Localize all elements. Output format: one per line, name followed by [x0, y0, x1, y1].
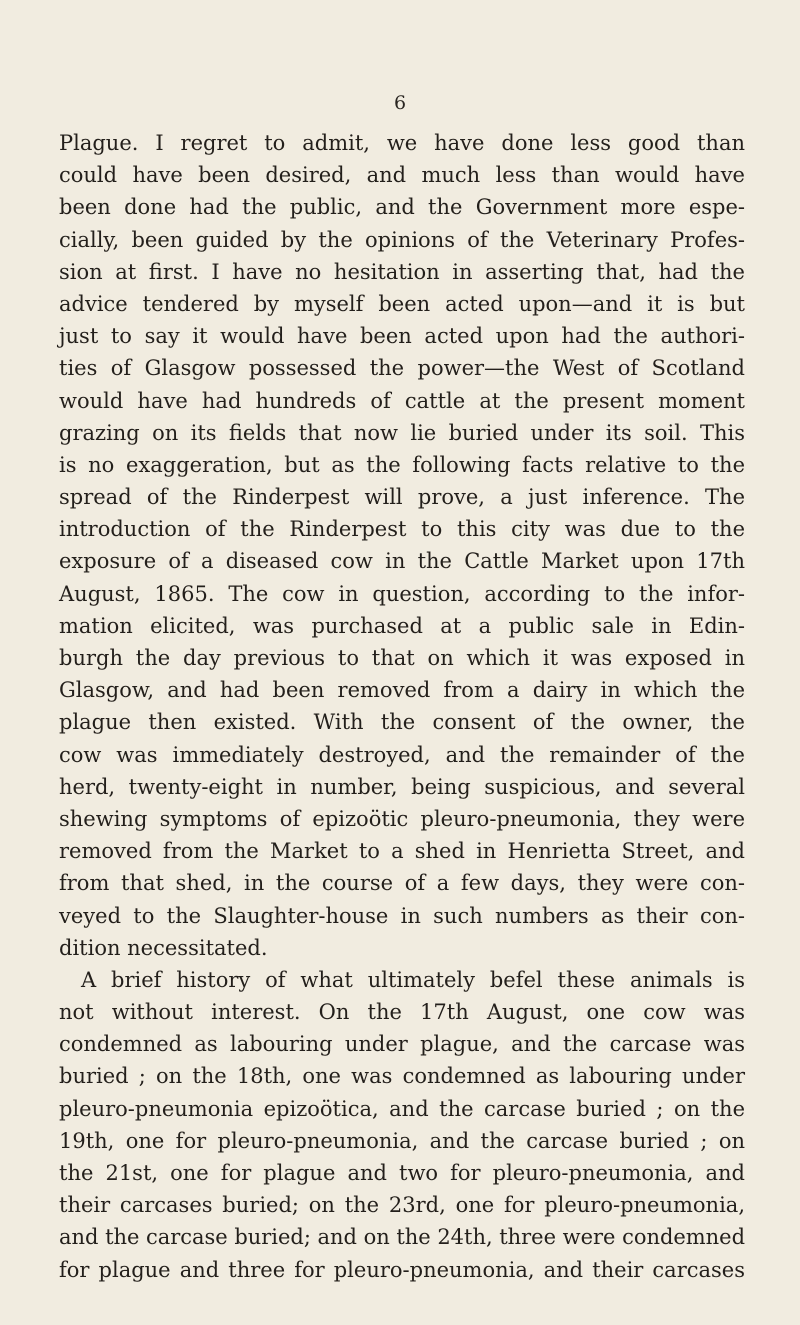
text-line: could have been desired, and much less than would have — [59, 163, 745, 188]
text-line: herd, twenty-eight in number, being suspicious, and several — [59, 774, 745, 799]
text-line: would have had hundreds of cattle at the present moment — [59, 388, 745, 413]
text-line: grazing on its fields that now lie buried under its soil. This — [59, 420, 745, 445]
text-line: and the carcase buried; and on the 24th, three were condemned — [59, 1225, 745, 1250]
text-line: is no exaggeration, but as the following facts relative to the — [59, 452, 745, 477]
text-line: plague then existed. With the consent of the owner, the — [59, 710, 745, 735]
text-line: pleuro-pneumonia epizoötica, and the carcase buried ; on the — [59, 1096, 745, 1121]
text-line: their carcases buried; on the 23rd, one for pleuro-pneumonia, — [59, 1193, 745, 1218]
page-number: 6 — [393, 92, 407, 114]
text-line: exposure of a diseased cow in the Cattle Market upon 17th — [59, 549, 745, 574]
text-line: 19th, one for pleuro-pneumonia, and the carcase buried ; on — [59, 1128, 745, 1153]
text-line: just to say it would have been acted upon had the authori- — [59, 324, 745, 349]
text-line: shewing symptoms of epizoötic pleuro-pneumonia, they were — [59, 806, 745, 831]
text-line: spread of the Rinderpest will prove, a just inference. The — [59, 485, 745, 510]
text-line: A brief history of what ultimately befel these animals is — [81, 967, 745, 992]
text-line: the 21st, one for plague and two for pleuro-pneumonia, and — [59, 1161, 745, 1185]
text-line: for plague and three for pleuro-pneumonia, and their carcases — [59, 1257, 745, 1282]
text-line: cially, been guided by the opinions of the Veterinary Profes- — [59, 227, 745, 252]
text-line: Glasgow, and had been removed from a dairy in which the — [59, 678, 745, 703]
text-line: from that shed, in the course of a few days, they were con- — [59, 871, 745, 896]
text-line: August, 1865. The cow in question, according to the infor- — [59, 581, 745, 606]
text-line: removed from the Market to a shed in Henrietta Street, and — [59, 839, 745, 864]
text-line: not without interest. On the 17th August, one cow was — [59, 1000, 745, 1025]
text-line: introduction of the Rinderpest to this city was due to the — [59, 517, 745, 542]
text-line: ties of Glasgow possessed the power—the West of Scotland — [59, 356, 745, 381]
text-line: Plague. I regret to admit, we have done less good than — [59, 131, 745, 155]
text-line: condemned as labouring under plague, and the carcase was — [59, 1032, 745, 1057]
text-line: veyed to the Slaughter-house in such numbers as their con- — [59, 903, 745, 928]
text-line: buried ; on the 18th, one was condemned as labouring under — [59, 1064, 745, 1089]
text-line: advice tendered by myself been acted upon—and it is but — [59, 291, 745, 316]
text-line: burgh the day previous to that on which it was exposed in — [59, 646, 745, 670]
body-text — [59, 127, 745, 1286]
text-line: been done had the public, and the Government more espe- — [59, 195, 745, 220]
text-line: sion at first. I have no hesitation in asserting that, had the — [59, 259, 745, 284]
text-line: cow was immediately destroyed, and the remainder of the — [59, 742, 745, 767]
text-line: dition necessitated. — [59, 935, 268, 960]
text-line: mation elicited, was purchased at a public sale in Edin- — [59, 613, 745, 638]
